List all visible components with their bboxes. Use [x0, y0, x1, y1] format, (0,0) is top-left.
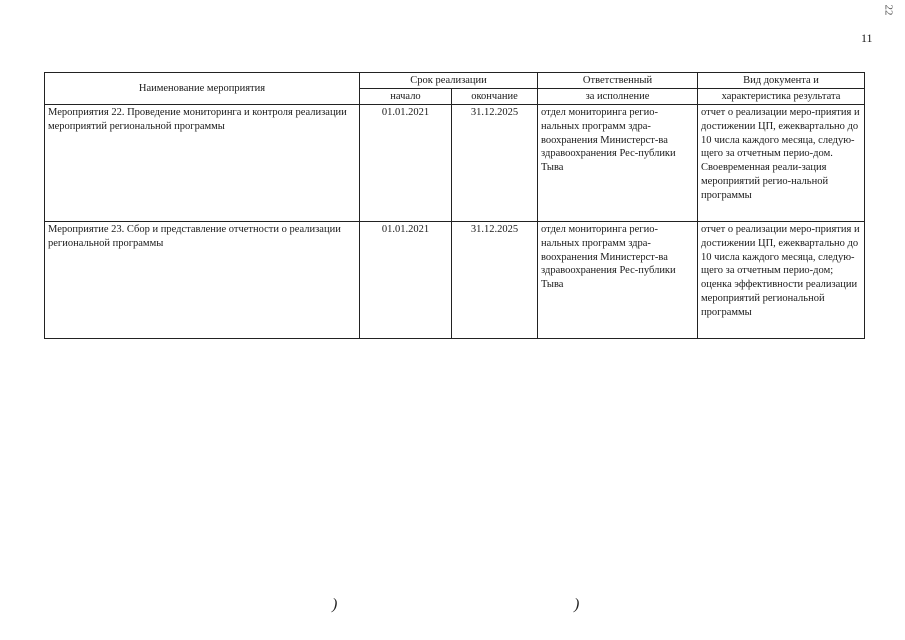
header-row-1	[45, 73, 865, 89]
end-date-cell: 31.12.2025	[452, 105, 538, 222]
event-name-cell: Мероприятия 22. Проведение мониторинга и контроля реализации мероприятий региональной программы	[45, 105, 360, 222]
start-date-cell: 01.01.2021	[360, 222, 452, 339]
corner-handwritten-mark: 22	[882, 4, 895, 16]
header-responsible-line2: за исполнение	[538, 89, 698, 105]
header-end: окончание	[452, 89, 538, 105]
end-date-cell: 31.12.2025	[452, 222, 538, 339]
result-cell: отчет о реализации меро-приятия и достижении ЦП, ежеквартально до 10 числа каждого месяца, следую-щего за отчетным перио-дом; оценка эффективности реализации мероприятий региональной программы	[698, 222, 865, 339]
header-period: Срок реализации	[360, 73, 538, 89]
header-doc-line1: Вид документа и	[698, 73, 865, 89]
header-start: начало	[360, 89, 452, 105]
responsible-cell: отдел мониторинга регио-нальных программ здра-воохранения Министерст-ва здравоохранения Рес-публики Тыва	[538, 222, 698, 339]
header-doc-line2: характеристика результата	[698, 89, 865, 105]
table-row	[45, 222, 865, 339]
start-date-cell: 01.01.2021	[360, 105, 452, 222]
events-table	[44, 72, 865, 339]
page-number: 11	[861, 31, 873, 45]
header-responsible-line1: Ответственный	[538, 73, 698, 89]
scan-mark-left: )	[332, 596, 338, 613]
result-cell: отчет о реализации меро-приятия и достижении ЦП, ежеквартально до 10 числа каждого месяца, следую-щего за отчетным перио-дом. Своевременная реали-зация мероприятий регио-нальной программы	[698, 105, 865, 222]
responsible-cell: отдел мониторинга регио-нальных программ здра-воохранения Министерст-ва здравоохранения Рес-публики Тыва	[538, 105, 698, 222]
header-event-name: Наименование мероприятия	[45, 73, 360, 105]
table-row	[45, 105, 865, 222]
scan-mark-right: )	[574, 596, 580, 613]
event-name-cell: Мероприятие 23. Сбор и представление отчетности о реализации региональной программы	[45, 222, 360, 339]
